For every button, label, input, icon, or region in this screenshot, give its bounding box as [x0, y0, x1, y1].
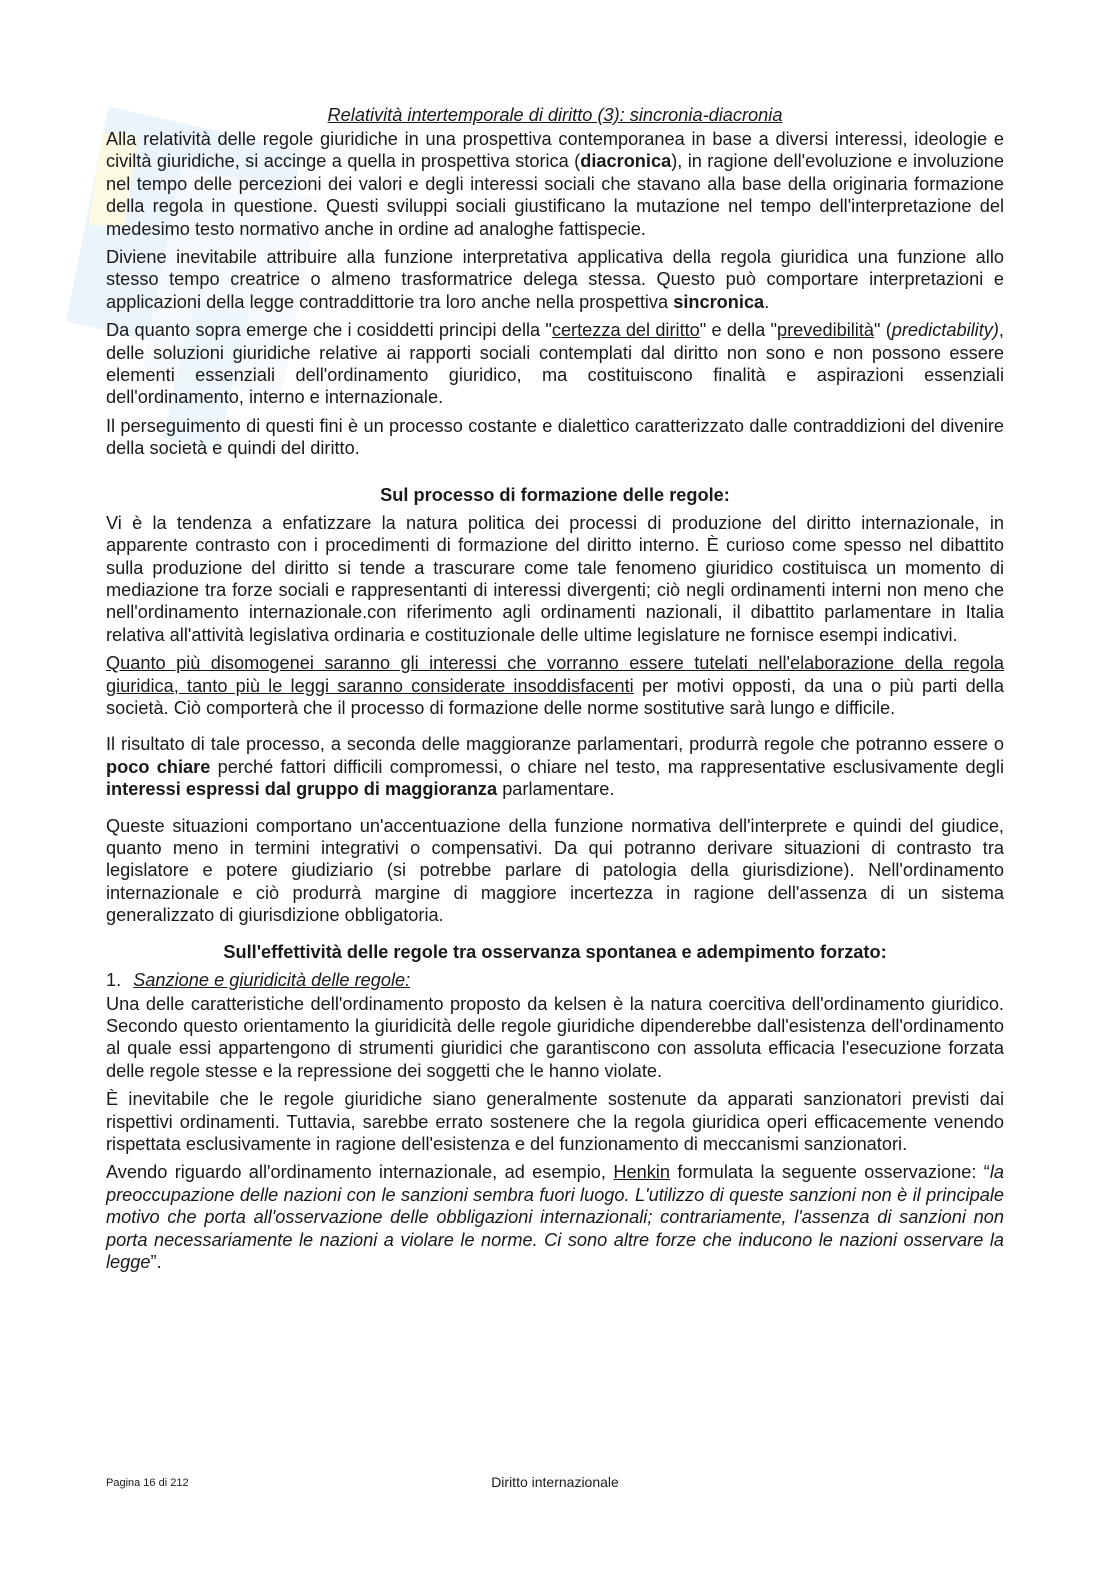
paragraph-situazioni: Queste situazioni comportano un'accentuazione della funzione normativa dell'interprete e quindi del giudice, quanto meno in termini integrativi o compensativi. Da qui potranno derivare situazioni di contrasto tra legislatore e potere giudiziario (si potrebbe parlare di patologia della giurisdizione). Nell'ordinamento internazionale e ciò produrrà margine di maggiore incertezza in ragione dell'assenza di un sistema generalizzato di giurisdizione obbligatoria.: [106, 815, 1004, 926]
paragraph-risultato: Il risultato di tale processo, a seconda delle maggioranze parlamentari, produrrà regole che potranno essere o poco chiare perché fattori difficili compromessi, o chiare nel testo, ma rappresentative esclusivamente degli interessi espressi dal gruppo di maggioranza parlamentare.: [106, 734, 1004, 800]
paragraph-henkin: Avendo riguardo all'ordinamento internazionale, ad esempio, Henkin formulata la seguente osservazione: “la preoccupazione delle nazioni con le sanzioni sembra fuori luogo. L'utilizzo di queste sanzioni non è il principale motivo che porta all'osservazione delle obbligazioni internazionali; contrariamente, l'assenza di sanzioni non porta necessariamente le nazioni a violare le norme. Ci sono altre forze che inducono le nazioni osservare la legge”.: [106, 1162, 1004, 1273]
paragraph-perseguimento: Il perseguimento di questi fini è un processo costante e dialettico caratterizzato dalle contraddizioni del divenire della società e quindi del diritto.: [106, 415, 1004, 459]
page-number: Pagina 16 di 212: [106, 1477, 189, 1489]
page-content: [106, 104, 1004, 1279]
subheading-sanzione: 1. Sanzione e giuridicità delle regole:: [106, 969, 411, 990]
paragraph-certezza: Da quanto sopra emerge che i cosiddetti principi della "certezza del diritto" e della "prevedibilità" (predictability), delle soluzioni giuridiche relative ai rapporti sociali contemplati dal diritto non sono e non possono essere elementi essenziali dell'ordinamento giuridico, ma costituiscono finalità e aspirazioni essenziali dell'ordinamento, interno e internazionale.: [106, 320, 1004, 408]
paragraph-natura-politica: Vi è la tendenza a enfatizzare la natura politica dei processi di produzione del diritto internazionale, in apparente contrasto con i procedimenti di formazione del diritto interno. È curioso come spesso nel dibattito sulla produzione del diritto si tende a trascurare come tale fenomeno giuridico costituisca un momento di mediazione tra forze sociali e rappresentanti di interessi divergenti; ciò negli ordinamenti interni non meno che nell'ordinamento internazionale.con riferimento agli ordinamenti nazionali, il dibattito parlamentare in Italia relativa all'attività legislativa ordinaria e costituzionale delle ultime legislature ne fornisce esempi indicativi.: [106, 512, 1004, 645]
paragraph-apparati: È inevitabile che le regole giuridiche siano generalmente sostenute da apparati sanzionatori previsti dai rispettivi ordinamenti. Tuttavia, sarebbe errato sostenere che la regola giuridica operi efficacemente venendo rispettata esclusivamente in ragione dell'esistenza e del funzionamento di meccanismi sanzionatori.: [106, 1089, 1004, 1155]
paragraph-diacronia: Alla relatività delle regole giuridiche in una prospettiva contemporanea in base a diversi interessi, ideologie e civiltà giuridiche, si accinge a quella in prospettiva storica (diacronica), in ragione dell'evoluzione e involuzione nel tempo delle percezioni dei valori e degli interessi sociali che stavano alla base della originaria formazione della regola in questione. Questi sviluppi sociali giustificano la mutazione nel tempo dell'interpretazione del medesimo testo normativo anche in ordine ad analoghe fattispecie.: [106, 129, 1004, 239]
paragraph-sincronia: Diviene inevitabile attribuire alla funzione interpretativa applicativa della regola giuridica una funzione allo stesso tempo creatrice o almeno trasformatrice delega stessa. Questo può comportare interpretazioni e applicazioni della legge contraddittorie tra loro anche nella prospettiva sincronica.: [106, 247, 1004, 312]
paragraph-kelsen: Una delle caratteristiche dell'ordinamento proposto da kelsen è la natura coercitiva dell'ordinamento giuridico. Secondo questo orientamento la giuridicità delle regole giuridiche dipenderebbe dall'esistenza dell'ordinamento al quale essi appartengono di strumenti giuridici che garantiscono con assoluta efficacia l'esecuzione forzata delle regole stesse e la repressione dei soggetti che le hanno violate.: [106, 993, 1004, 1081]
page-footer: [106, 1474, 1004, 1494]
paragraph-disomogenei: Quanto più disomogenei saranno gli interessi che vorranno essere tutelati nell'elaborazione della regola giuridica, tanto più le leggi saranno considerate insoddisfacenti per motivi opposti, da una o più parti della società. Ciò comporterà che il processo di formazione delle norme sostitutive sarà lungo e difficile.: [106, 653, 1004, 718]
heading-effettivita: Sull'effettività delle regole tra osservanza spontanea e adempimento forzato:: [223, 941, 887, 962]
section-title: Relatività intertemporale di diritto (3): sincronia-diacronia: [327, 105, 783, 125]
heading-formazione: Sul processo di formazione delle regole:: [380, 484, 730, 505]
course-name: Diritto internazionale: [491, 1474, 619, 1490]
